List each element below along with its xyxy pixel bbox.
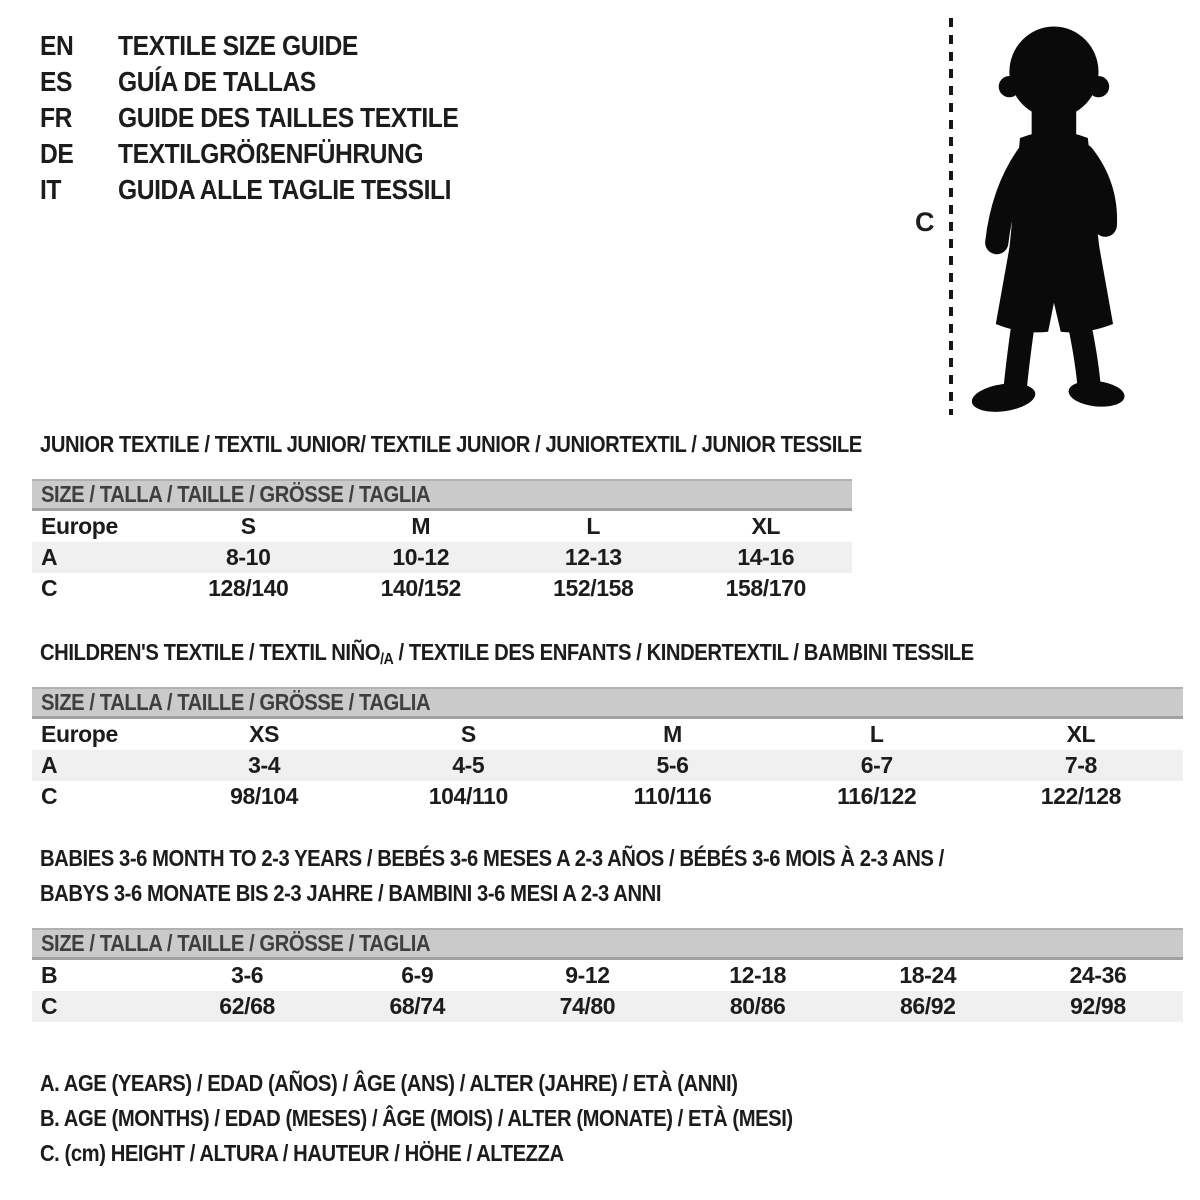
value-cell: 4-5 — [452, 752, 485, 778]
value-cell: 74/80 — [559, 993, 616, 1019]
size-cell: S — [460, 721, 476, 747]
language-code: DE — [40, 138, 74, 169]
value-cell: 92/98 — [1070, 993, 1126, 1019]
value-cell: 128/140 — [208, 575, 289, 601]
table-row-age — [32, 750, 1183, 781]
legend-line-c — [40, 1136, 895, 1171]
table-row-height — [32, 573, 852, 604]
language-row-de — [40, 136, 505, 172]
height-measure-label: C — [915, 207, 935, 237]
value-cell: 14-16 — [737, 544, 795, 570]
babies-section-title-line1: BABIES 3-6 MONTH TO 2-3 YEARS / BEBÉS 3-6 MESES A 2-3 AÑOS / BÉBÉS 3-6 MOIS À 2-3 ANS / — [40, 845, 944, 871]
language-row-en — [40, 28, 505, 64]
language-row-fr — [40, 100, 505, 136]
language-title: GUÍA DE TALLAS — [118, 66, 316, 97]
size-header-bar — [32, 928, 1183, 960]
babies-section-title-line2: BABYS 3-6 MONATE BIS 2-3 JAHRE / BAMBINI 3-6 MESI A 2-3 ANNI — [40, 880, 662, 906]
value-cell: 116/122 — [837, 783, 917, 809]
table-row-sizes — [32, 511, 852, 542]
size-header-bar — [32, 687, 1183, 719]
value-cell: 86/92 — [899, 993, 956, 1019]
language-code: EN — [40, 30, 74, 61]
table-row-height — [32, 781, 1183, 812]
value-cell: 80/86 — [729, 993, 786, 1019]
value-cell: 7-8 — [1064, 752, 1097, 778]
language-title: GUIDE DES TAILLES TEXTILE — [118, 102, 459, 133]
language-title: TEXTILGRÖßENFÜHRUNG — [118, 138, 424, 169]
value-cell: 8-10 — [226, 544, 271, 570]
table-row-sizes — [32, 719, 1183, 750]
value-cell: 152/158 — [553, 575, 634, 601]
value-cell: 122/128 — [1040, 783, 1122, 809]
size-cell: M — [663, 721, 682, 747]
value-cell: 9-12 — [565, 962, 610, 988]
row-label: A — [41, 544, 58, 570]
value-cell: 6-7 — [860, 752, 893, 778]
value-cell: 12-13 — [564, 544, 622, 570]
row-label: A — [41, 752, 58, 778]
value-cell: 5-6 — [656, 752, 689, 778]
table-row-height — [32, 991, 1183, 1022]
size-cell: XS — [249, 721, 280, 747]
value-cell: 158/170 — [725, 575, 806, 601]
value-cell: 10-12 — [392, 544, 450, 570]
size-cell: M — [411, 513, 431, 539]
region-label: Europe — [41, 513, 118, 539]
babies-size-table — [32, 928, 1183, 1022]
language-code: ES — [40, 66, 72, 97]
size-cell: L — [586, 513, 601, 539]
language-title: GUIDA ALLE TAGLIE TESSILI — [118, 174, 452, 205]
size-header-bar — [32, 479, 852, 511]
size-header-text: SIZE / TALLA / TAILLE / GRÖSSE / TAGLIA — [41, 689, 431, 715]
measure-legend — [40, 1066, 895, 1171]
legend-line-b — [40, 1101, 895, 1136]
children-size-table — [32, 687, 1183, 812]
toddler-silhouette-icon — [958, 12, 1146, 419]
value-cell: 12-18 — [729, 962, 787, 988]
language-code: FR — [40, 102, 72, 133]
size-header-text: SIZE / TALLA / TAILLE / GRÖSSE / TAGLIA — [41, 481, 431, 507]
legend-text: B. AGE (MONTHS) / EDAD (MESES) / ÂGE (MOIS) / ALTER (MONATE) / ETÀ (MESI) — [40, 1105, 793, 1131]
legend-text: A. AGE (YEARS) / EDAD (AÑOS) / ÂGE (ANS) / ALTER (JAHRE) / ETÀ (ANNI) — [40, 1070, 738, 1096]
table-row-months — [32, 960, 1183, 991]
value-cell: 98/104 — [230, 783, 299, 809]
row-label: B — [41, 962, 58, 988]
value-cell: 6-9 — [401, 962, 434, 988]
value-cell: 68/74 — [389, 993, 446, 1019]
height-dashed-line — [949, 18, 953, 415]
value-cell: 110/116 — [633, 783, 712, 809]
size-cell: L — [869, 721, 884, 747]
nino-a-subscript: /A — [380, 651, 394, 668]
value-cell: 3-6 — [231, 962, 264, 988]
children-section-title: CHILDREN'S TEXTILE / TEXTIL NIÑO/A / TEXTILE DES ENFANTS / KINDERTEXTIL / BAMBINI TESSILE — [40, 639, 1101, 669]
legend-line-a — [40, 1066, 895, 1101]
size-header-text: SIZE / TALLA / TAILLE / GRÖSSE / TAGLIA — [41, 930, 431, 956]
region-label: Europe — [41, 721, 118, 747]
value-cell: 140/152 — [380, 575, 461, 601]
row-label: C — [41, 993, 58, 1019]
size-cell: XL — [751, 513, 781, 539]
value-cell: 104/110 — [428, 783, 508, 809]
size-cell: XL — [1066, 721, 1096, 747]
value-cell: 18-24 — [899, 962, 957, 988]
table-row-age — [32, 542, 852, 573]
value-cell: 3-4 — [248, 752, 281, 778]
row-label: C — [41, 575, 58, 601]
language-row-it — [40, 172, 505, 208]
language-code: IT — [40, 174, 62, 205]
value-cell: 62/68 — [219, 993, 275, 1019]
legend-text: C. (cm) HEIGHT / ALTURA / HAUTEUR / HÖHE / ALTEZZA — [40, 1140, 564, 1166]
junior-section-title: JUNIOR TEXTILE / TEXTIL JUNIOR/ TEXTILE JUNIOR / JUNIORTEXTIL / JUNIOR TESSILE — [40, 431, 862, 457]
language-title: TEXTILE SIZE GUIDE — [118, 30, 358, 61]
value-cell: 24-36 — [1069, 962, 1127, 988]
size-cell: S — [240, 513, 256, 539]
language-title-list — [40, 28, 505, 208]
junior-size-table — [32, 479, 852, 604]
row-label: C — [41, 783, 58, 809]
language-row-es — [40, 64, 505, 100]
